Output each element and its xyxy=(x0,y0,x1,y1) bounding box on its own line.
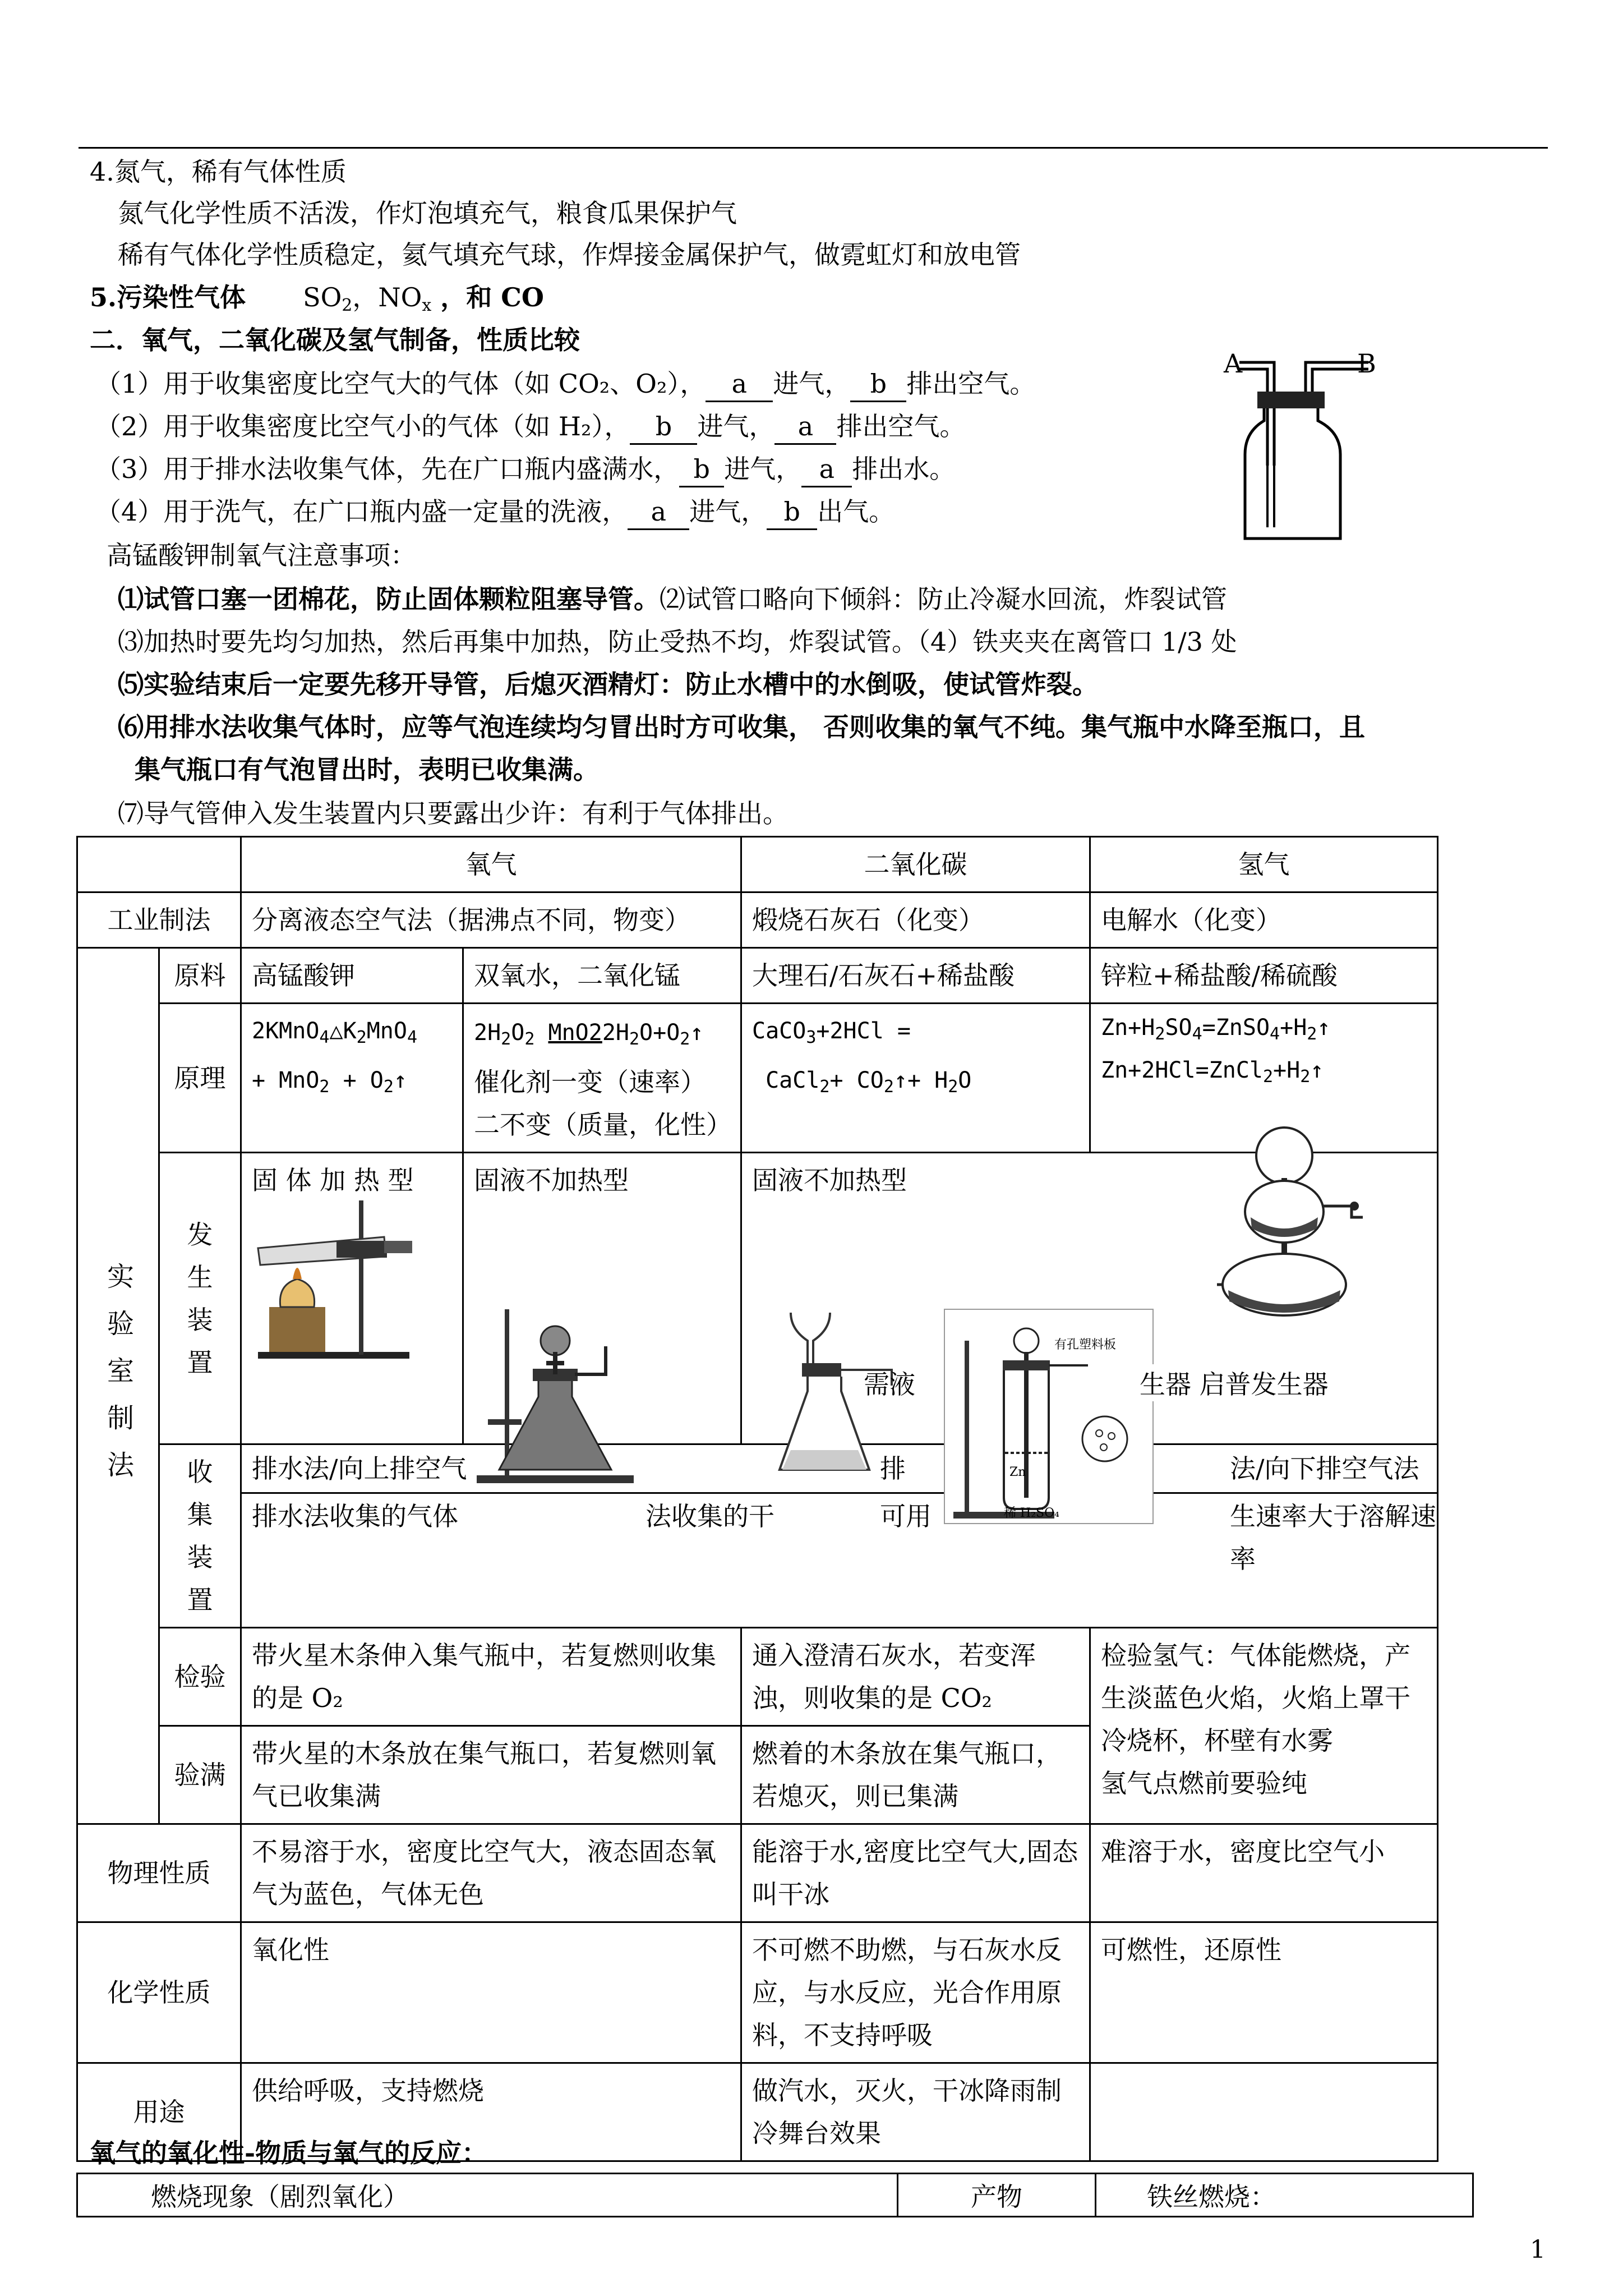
row-device: 发生装置 xyxy=(159,1153,241,1444)
principle-co2: CaCO$_3$+2HCl = CaCl$_2$+ $CO_2↑+ H_2O$ xyxy=(741,1004,1090,1153)
use-o2: 供给呼吸，支持燃烧 xyxy=(241,2063,741,2161)
principle-kmno4: $2KMnO_4\triangle K_2MnO_4$ + $MnO_2 + O_2↑$ xyxy=(241,1004,463,1153)
device-sl-noheat-1: 固液不加热型 xyxy=(463,1153,741,1444)
oxidation-table xyxy=(76,2173,1474,2217)
oxidation-col-phenomenon: 燃烧现象（剧烈氧化） xyxy=(77,2174,898,2217)
row-phys: 物理性质 xyxy=(77,1824,241,1922)
phys-co2: 能溶于水,密度比空气大,固态叫干冰 xyxy=(741,1824,1090,1922)
row-lab: 实验室制法 xyxy=(77,948,159,1824)
page-number: 1 xyxy=(1530,2235,1546,2264)
section2-heading: 二．氧气，二氧化碳及氢气制备，性质比较 xyxy=(90,325,580,355)
device-solid-heat: 固 体 加 热 型 xyxy=(241,1153,463,1444)
kipp-label-plate: 有孔塑料板 xyxy=(1054,1338,1117,1352)
kipp-generator-image xyxy=(1217,1122,1385,1324)
blank-2a: b xyxy=(630,409,697,445)
item-3: （3）用于排水法收集气体，先在广口瓶内盛满水， b 进气， a 排出水。 xyxy=(95,452,955,487)
kipp-label-zn: Zn xyxy=(1009,1465,1026,1479)
item-2: （2）用于收集密度比空气小的气体（如 H₂）， b 进气， a 排出空气。 xyxy=(95,409,965,445)
raw-h2o2: 双氧水，二氧化锰 xyxy=(463,948,741,1004)
collect-h2: 法/向下排空气法 xyxy=(1230,1453,1419,1484)
header-o2: 氧气 xyxy=(241,837,741,892)
row-full: 验满 xyxy=(159,1726,241,1824)
row-test: 检验 xyxy=(159,1628,241,1726)
collect-note-mid: 法收集的干 xyxy=(645,1501,774,1531)
row-industrial: 工业制法 xyxy=(77,892,241,948)
section4-line2: 稀有气体化学性质稳定，氦气填充气球，作焊接金属保护气，做霓虹灯和放电管 xyxy=(118,240,1021,270)
industrial-co2: 煅烧石灰石（化变） xyxy=(741,892,1090,948)
gas-bottle-diagram xyxy=(1234,359,1380,544)
industrial-h2: 电解水（化变） xyxy=(1090,892,1438,948)
principle-h2o2: $2H_2O_2$ $MnO22H_2O+O_2↑$ 催化剂一变（速率） 二不变（质量，化性） xyxy=(463,1004,741,1153)
oxidation-title: 氧气的氧化性-物质与氧气的反应： xyxy=(90,2138,488,2168)
note-7: ⑺导气管伸入发生装置内只要露出少许：有利于气体排出。 xyxy=(118,798,789,829)
funnel-flask-apparatus-image xyxy=(471,1307,639,1492)
device-frag-right: 生器 启普发生器 xyxy=(1140,1364,1329,1401)
raw-kmno4: 高锰酸钾 xyxy=(241,948,463,1004)
gas-comparison-table xyxy=(76,836,1438,2162)
blank-3a: b xyxy=(679,452,724,487)
chem-co2: 不可燃不助燃，与石灰水反应，与水反应，光合作用原料，不支持呼吸 xyxy=(741,1922,1090,2063)
test-co2: 通入澄清石灰水，若变浑浊，则收集的是 CO₂ xyxy=(741,1628,1090,1726)
header-co2: 二氧化碳 xyxy=(741,837,1090,892)
raw-co2: 大理石/石灰石+稀盐酸 xyxy=(741,948,1090,1004)
item-4: （4）用于洗气，在广口瓶内盛一定量的洗液， a 进气， b 出气。 xyxy=(95,495,895,530)
bottle-label-a: A xyxy=(1224,348,1243,379)
collect-note-o2: 排水法收集的气体 xyxy=(252,1501,458,1531)
section5-heading xyxy=(90,280,544,323)
phys-h2: 难溶于水，密度比空气小 xyxy=(1090,1824,1438,1922)
blank-1a: a xyxy=(706,367,773,402)
and-co: ，和 CO xyxy=(440,282,544,312)
section4-heading: 4.氮气，稀有气体性质 xyxy=(90,157,347,187)
row-raw: 原料 xyxy=(159,948,241,1004)
industrial-o2: 分离液态空气法（据沸点不同，物变） xyxy=(241,892,741,948)
row-chem: 化学性质 xyxy=(77,1922,241,2063)
test-h2: 检验氢气：气体能燃烧，产生淡蓝色火焰，火焰上罩干冷烧杯，杯壁有水雾 氢气点燃前要验纯 xyxy=(1090,1628,1438,1824)
kipp-label-acid: 稀 H₂SO₄ xyxy=(1004,1506,1059,1520)
use-co2: 做汽水，灭火，干冰降雨制冷舞台效果 xyxy=(741,2063,1090,2161)
blank-1b: b xyxy=(850,367,906,402)
perforated-plate-apparatus-image xyxy=(942,1307,1155,1526)
header-h2: 氢气 xyxy=(1090,837,1438,892)
collect-note-mid2: 可用 xyxy=(880,1501,932,1531)
device-sl-noheat-2: 固液不加热型 xyxy=(741,1153,1438,1444)
oxidation-col-product: 产物 xyxy=(898,2174,1096,2217)
principle-h2: $Zn+H_2SO_4=ZnSO_4+H_2↑$ $Zn+2HCl=ZnCl_2+H_2↑$ xyxy=(1090,1004,1438,1153)
item-1: （1）用于收集密度比空气大的气体（如 CO₂、O₂）， a 进气， b 排出空气。 xyxy=(95,367,1035,402)
row-collect: 收集装置 xyxy=(159,1444,241,1628)
raw-h2: 锌粒+稀盐酸/稀硫酸 xyxy=(1090,948,1438,1004)
collect-o2: 排水法/向上排空气 xyxy=(252,1453,467,1484)
blank-4a: a xyxy=(628,495,689,530)
note-1: ⑴试管口塞一团棉花，防止固体颗粒阻塞导管。⑵试管口略向下倾斜：防止冷凝水回流，炸裂试管 xyxy=(118,584,1227,614)
blank-2b: a xyxy=(774,409,836,445)
oxidation-col-iron: 铁丝燃烧： xyxy=(1096,2174,1473,2217)
note-6a: ⑹用排水法收集气体时，应等气泡连续均匀冒出时方可收集， 否则收集的氧气不纯。集气瓶中水降至瓶口，且 xyxy=(118,712,1366,742)
blank-4b: b xyxy=(767,495,817,530)
chem-o2: 氧化性 xyxy=(241,1922,741,2063)
test-o2: 带火星木条伸入集气瓶中，若复燃则收集的是 O₂ xyxy=(241,1628,741,1726)
section5-heading-text: 5.污染性气体 xyxy=(90,282,246,312)
header-rule xyxy=(79,147,1548,149)
phys-o2: 不易溶于水，密度比空气大，液态固态氧气为蓝色，气体无色 xyxy=(241,1824,741,1922)
note-6b: 集气瓶口有气泡冒出时，表明已收集满。 xyxy=(135,754,599,785)
so2-formula: $SO_2$，$NO_x$ xyxy=(303,282,432,315)
collect-note-h2: 生速率大于溶解速率 xyxy=(1230,1501,1436,1574)
solid-heating-apparatus-image xyxy=(247,1195,415,1369)
section4-line1: 氮气化学性质不活泼，作灯泡填充气，粮食瓜果保护气 xyxy=(118,198,737,228)
note-3: ⑶加热时要先均匀加热，然后再集中加热，防止受热不均，炸裂试管。（4）铁夹夹在离管口 1/3 处 xyxy=(118,627,1237,657)
full-o2: 带火星的木条放在集气瓶口，若复燃则氧气已收集满 xyxy=(241,1726,741,1824)
note-5: ⑸实验结束后一定要先移开导管，后熄灭酒精灯：防止水槽中的水倒吸，使试管炸裂。 xyxy=(118,669,1098,700)
chem-h2: 可燃性，还原性 xyxy=(1090,1922,1438,2063)
full-co2: 燃着的木条放在集气瓶口，若熄灭，则已集满 xyxy=(741,1726,1090,1824)
device-frag-mid: 需液 xyxy=(864,1369,915,1400)
row-principle: 原理 xyxy=(159,1004,241,1153)
row-use: 用途 xyxy=(77,2063,241,2161)
collect-co2-frag: 排 xyxy=(880,1453,906,1484)
use-h2 xyxy=(1090,2063,1438,2161)
kmno4-notes-title: 高锰酸钾制氧气注意事项： xyxy=(107,540,416,570)
blank-3b: a xyxy=(801,452,852,487)
bottle-label-b: B xyxy=(1357,348,1376,379)
